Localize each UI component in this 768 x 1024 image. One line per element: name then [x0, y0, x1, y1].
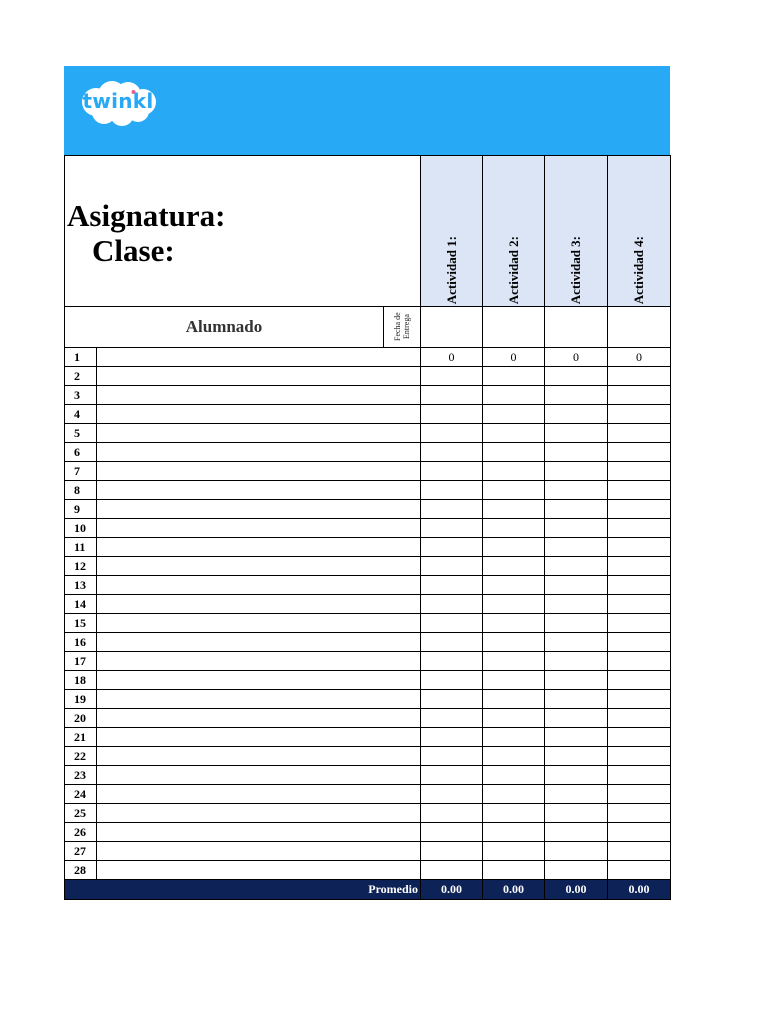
grade-cell[interactable] — [483, 500, 545, 519]
table-row — [65, 538, 671, 557]
grade-cell[interactable] — [483, 671, 545, 690]
table-row — [65, 652, 671, 671]
table-row — [65, 595, 671, 614]
student-name-cell[interactable] — [97, 424, 421, 443]
students-header-row — [65, 307, 671, 348]
grade-cell[interactable] — [421, 614, 483, 633]
table-row — [65, 500, 671, 519]
student-name-cell[interactable] — [97, 576, 421, 595]
grade-cell[interactable] — [421, 709, 483, 728]
grade-cell[interactable]: 0 — [483, 348, 545, 367]
grade-cell[interactable] — [545, 614, 608, 633]
grade-cell[interactable] — [421, 386, 483, 405]
grade-cell[interactable] — [608, 785, 671, 804]
grade-cell[interactable] — [421, 766, 483, 785]
average-value: 0.00 — [483, 880, 545, 900]
row-number: 7 — [65, 462, 97, 481]
table-row — [65, 576, 671, 595]
grade-cell[interactable] — [421, 633, 483, 652]
grade-cell[interactable] — [421, 500, 483, 519]
student-name-cell[interactable] — [97, 671, 421, 690]
grade-cell[interactable] — [545, 557, 608, 576]
row-number: 25 — [65, 804, 97, 823]
grade-cell[interactable] — [545, 671, 608, 690]
grade-cell[interactable] — [483, 557, 545, 576]
table-row — [65, 481, 671, 500]
row-number: 21 — [65, 728, 97, 747]
grade-cell[interactable] — [483, 424, 545, 443]
grade-cell[interactable] — [608, 481, 671, 500]
table-row — [65, 861, 671, 880]
table-row — [65, 823, 671, 842]
student-name-cell[interactable] — [97, 348, 421, 367]
grade-cell[interactable] — [608, 671, 671, 690]
grade-cell[interactable] — [608, 728, 671, 747]
grade-cell[interactable] — [483, 462, 545, 481]
grade-cell[interactable] — [421, 652, 483, 671]
row-number: 13 — [65, 576, 97, 595]
grade-cell[interactable] — [608, 576, 671, 595]
twinkl-logo — [76, 78, 160, 128]
grade-cell[interactable] — [608, 747, 671, 766]
grade-cell[interactable] — [545, 538, 608, 557]
grade-cell[interactable] — [483, 386, 545, 405]
grade-cell[interactable] — [608, 614, 671, 633]
student-name-cell[interactable] — [97, 785, 421, 804]
grade-cell[interactable] — [608, 500, 671, 519]
grade-cell[interactable] — [483, 785, 545, 804]
grade-cell[interactable] — [608, 766, 671, 785]
grade-cell[interactable] — [545, 728, 608, 747]
grade-cell[interactable] — [608, 424, 671, 443]
row-number: 16 — [65, 633, 97, 652]
grade-cell[interactable] — [608, 842, 671, 861]
grade-cell[interactable] — [483, 367, 545, 386]
student-name-cell[interactable] — [97, 367, 421, 386]
logo-text: twinkl — [82, 89, 154, 113]
grade-cell[interactable] — [545, 652, 608, 671]
row-number: 17 — [65, 652, 97, 671]
grade-cell[interactable] — [545, 500, 608, 519]
grade-cell[interactable] — [421, 690, 483, 709]
grade-cell[interactable] — [608, 861, 671, 880]
row-number: 14 — [65, 595, 97, 614]
student-name-cell[interactable] — [97, 519, 421, 538]
grade-cell[interactable] — [608, 443, 671, 462]
title-block — [65, 156, 421, 307]
header-banner — [64, 66, 670, 155]
average-label: Promedio — [65, 880, 421, 900]
grade-cell[interactable] — [483, 519, 545, 538]
grade-cell[interactable] — [421, 424, 483, 443]
grade-cell[interactable] — [421, 557, 483, 576]
student-name-cell[interactable] — [97, 557, 421, 576]
table-row — [65, 728, 671, 747]
row-number: 2 — [65, 367, 97, 386]
grade-cell[interactable] — [421, 481, 483, 500]
table-row — [65, 766, 671, 785]
row-number: 1 — [65, 348, 97, 367]
grade-cell[interactable]: 0 — [421, 348, 483, 367]
grade-cell[interactable] — [608, 557, 671, 576]
student-name-cell[interactable] — [97, 690, 421, 709]
grade-cell[interactable] — [545, 443, 608, 462]
grade-cell[interactable] — [483, 481, 545, 500]
grade-cell[interactable] — [545, 861, 608, 880]
grade-cell[interactable] — [483, 690, 545, 709]
grade-cell[interactable] — [483, 614, 545, 633]
table-row — [65, 405, 671, 424]
table-row — [65, 842, 671, 861]
grade-cell[interactable] — [421, 367, 483, 386]
grade-cell[interactable] — [421, 443, 483, 462]
grade-cell[interactable] — [545, 842, 608, 861]
activity-4-label: Actividad 4: — [630, 235, 646, 304]
grade-cell[interactable] — [608, 386, 671, 405]
row-number: 18 — [65, 671, 97, 690]
student-name-cell[interactable] — [97, 652, 421, 671]
grade-cell[interactable] — [608, 519, 671, 538]
grade-cell[interactable] — [421, 728, 483, 747]
grade-cell[interactable] — [545, 424, 608, 443]
grade-cell[interactable] — [545, 405, 608, 424]
row-number: 10 — [65, 519, 97, 538]
table-row — [65, 424, 671, 443]
row-number: 22 — [65, 747, 97, 766]
table-row — [65, 671, 671, 690]
grade-cell[interactable] — [545, 462, 608, 481]
activity-1-label: Actividad 1: — [443, 235, 459, 304]
grade-cell[interactable] — [483, 633, 545, 652]
grade-cell[interactable] — [483, 861, 545, 880]
row-number: 6 — [65, 443, 97, 462]
activity-header — [483, 156, 545, 307]
grade-cell[interactable] — [608, 709, 671, 728]
average-value: 0.00 — [608, 880, 671, 900]
table-row — [65, 519, 671, 538]
grade-cell[interactable] — [483, 747, 545, 766]
grade-cell[interactable] — [421, 747, 483, 766]
grade-cell[interactable] — [421, 823, 483, 842]
grade-cell[interactable] — [545, 633, 608, 652]
average-value: 0.00 — [545, 880, 608, 900]
table-row — [65, 785, 671, 804]
grade-cell[interactable] — [608, 367, 671, 386]
table-row — [65, 348, 671, 367]
activity-3-label: Actividad 3: — [567, 235, 583, 304]
subject-label: Asignatura: — [67, 198, 226, 233]
grade-cell[interactable] — [545, 595, 608, 614]
student-name-cell[interactable] — [97, 405, 421, 424]
grade-cell[interactable] — [608, 823, 671, 842]
grade-cell[interactable] — [545, 823, 608, 842]
grade-cell[interactable] — [483, 804, 545, 823]
activity-header — [421, 156, 483, 307]
activity-header — [545, 156, 608, 307]
student-name-cell[interactable] — [97, 595, 421, 614]
grade-cell[interactable] — [483, 443, 545, 462]
grade-sheet — [64, 66, 670, 900]
row-number: 27 — [65, 842, 97, 861]
due-date-cell[interactable] — [545, 307, 608, 348]
row-number: 23 — [65, 766, 97, 785]
table-row — [65, 557, 671, 576]
due-date-cell[interactable] — [483, 307, 545, 348]
student-name-cell[interactable] — [97, 443, 421, 462]
student-name-cell[interactable] — [97, 728, 421, 747]
table-row — [65, 709, 671, 728]
grade-cell[interactable] — [545, 519, 608, 538]
grade-cell[interactable] — [608, 652, 671, 671]
grade-cell[interactable] — [483, 842, 545, 861]
row-number: 15 — [65, 614, 97, 633]
grade-cell[interactable] — [421, 842, 483, 861]
grade-cell[interactable] — [483, 405, 545, 424]
grade-cell[interactable] — [608, 405, 671, 424]
table-row — [65, 386, 671, 405]
row-number: 11 — [65, 538, 97, 557]
grade-cell[interactable] — [421, 595, 483, 614]
row-number: 9 — [65, 500, 97, 519]
grade-cell[interactable] — [483, 538, 545, 557]
average-row — [65, 880, 671, 900]
grade-cell[interactable] — [545, 709, 608, 728]
grade-cell[interactable] — [545, 690, 608, 709]
grade-cell[interactable] — [483, 766, 545, 785]
table-row — [65, 633, 671, 652]
row-number: 12 — [65, 557, 97, 576]
table-row — [65, 747, 671, 766]
row-number: 26 — [65, 823, 97, 842]
grade-cell[interactable] — [545, 481, 608, 500]
row-number: 8 — [65, 481, 97, 500]
student-name-cell[interactable] — [97, 861, 421, 880]
grade-cell[interactable] — [421, 519, 483, 538]
grade-cell[interactable] — [483, 576, 545, 595]
grade-cell[interactable]: 0 — [545, 348, 608, 367]
grade-cell[interactable] — [421, 804, 483, 823]
student-name-cell[interactable] — [97, 614, 421, 633]
grade-cell[interactable]: 0 — [608, 348, 671, 367]
grade-cell[interactable] — [421, 671, 483, 690]
grade-cell[interactable] — [421, 462, 483, 481]
grade-cell[interactable] — [608, 538, 671, 557]
student-name-cell[interactable] — [97, 709, 421, 728]
due-date-label: Fecha de Entrega — [392, 312, 411, 342]
table-row — [65, 690, 671, 709]
table-row — [65, 614, 671, 633]
grade-cell[interactable] — [545, 804, 608, 823]
table-row — [65, 462, 671, 481]
grade-cell[interactable] — [483, 728, 545, 747]
row-number: 28 — [65, 861, 97, 880]
grade-cell[interactable] — [545, 576, 608, 595]
row-number: 20 — [65, 709, 97, 728]
grade-cell[interactable] — [483, 709, 545, 728]
grade-cell[interactable] — [545, 386, 608, 405]
grade-cell[interactable] — [545, 785, 608, 804]
student-name-cell[interactable] — [97, 538, 421, 557]
activity-header — [608, 156, 671, 307]
grade-cell[interactable] — [545, 747, 608, 766]
student-name-cell[interactable] — [97, 823, 421, 842]
grade-cell[interactable] — [421, 576, 483, 595]
grade-cell[interactable] — [421, 861, 483, 880]
grade-cell[interactable] — [421, 538, 483, 557]
title-row — [65, 156, 671, 307]
grade-cell[interactable] — [608, 633, 671, 652]
due-date-cell[interactable] — [421, 307, 483, 348]
due-date-cell[interactable] — [608, 307, 671, 348]
table-row — [65, 367, 671, 386]
grades-table — [64, 155, 671, 900]
student-name-cell[interactable] — [97, 462, 421, 481]
grade-cell[interactable] — [608, 462, 671, 481]
student-name-cell[interactable] — [97, 481, 421, 500]
student-name-cell[interactable] — [97, 766, 421, 785]
row-number: 19 — [65, 690, 97, 709]
due-date-header — [384, 307, 421, 348]
grade-cell[interactable] — [608, 595, 671, 614]
student-name-cell[interactable] — [97, 633, 421, 652]
student-name-cell[interactable] — [97, 747, 421, 766]
student-name-cell[interactable] — [97, 500, 421, 519]
student-name-cell[interactable] — [97, 842, 421, 861]
grade-cell[interactable] — [421, 405, 483, 424]
row-number: 5 — [65, 424, 97, 443]
grade-cell[interactable] — [483, 652, 545, 671]
grade-cell[interactable] — [545, 766, 608, 785]
grade-cell[interactable] — [608, 804, 671, 823]
grade-cell[interactable] — [545, 367, 608, 386]
class-label: Clase: — [92, 233, 175, 268]
student-name-cell[interactable] — [97, 386, 421, 405]
grade-cell[interactable] — [608, 690, 671, 709]
table-row — [65, 443, 671, 462]
students-label: Alumnado — [65, 307, 384, 348]
activity-2-label: Actividad 2: — [505, 235, 521, 304]
row-number: 4 — [65, 405, 97, 424]
student-name-cell[interactable] — [97, 804, 421, 823]
table-row — [65, 804, 671, 823]
row-number: 3 — [65, 386, 97, 405]
row-number: 24 — [65, 785, 97, 804]
grade-cell[interactable] — [421, 785, 483, 804]
average-value: 0.00 — [421, 880, 483, 900]
grade-cell[interactable] — [483, 595, 545, 614]
grade-cell[interactable] — [483, 823, 545, 842]
